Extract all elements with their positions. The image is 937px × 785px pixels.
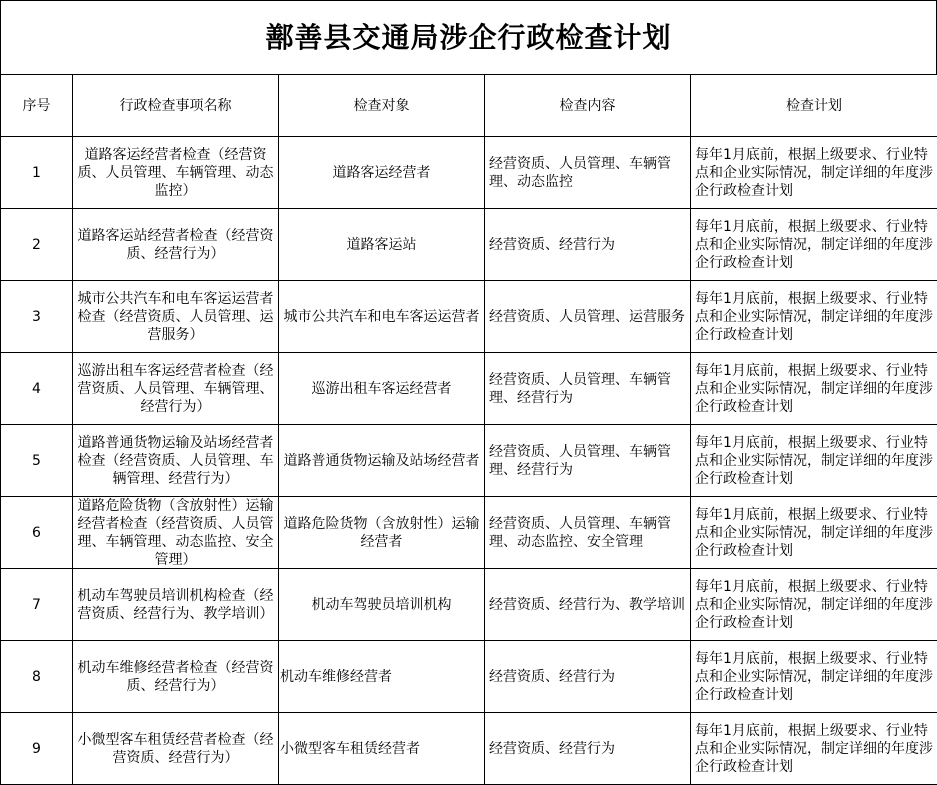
cell-item[interactable] xyxy=(73,641,279,713)
cell-target[interactable]: 城市公共汽车和电车客运运营者 xyxy=(279,281,485,353)
cell-plan[interactable]: 每年1月底前，根据上级要求、行业特点和企业实际情况，制定详细的年度涉企行政检查计划 xyxy=(691,209,937,281)
table-row xyxy=(1,497,937,569)
cell-no[interactable]: 8 xyxy=(1,641,73,713)
cell-plan[interactable]: 每年1月底前，根据上级要求、行业特点和企业实际情况，制定详细的年度涉企行政检查计划 xyxy=(691,713,937,785)
page-title: 鄯善县交通局涉企行政检查计划 xyxy=(0,0,937,74)
cell-target[interactable]: 小微型客车租赁经营者 xyxy=(279,713,485,785)
cell-no[interactable]: 7 xyxy=(1,569,73,641)
cell-content[interactable]: 经营资质、经营行为、教学培训 xyxy=(485,569,691,641)
table-row xyxy=(1,713,937,785)
cell-plan[interactable]: 每年1月底前，根据上级要求、行业特点和企业实际情况，制定详细的年度涉企行政检查计划 xyxy=(691,641,937,713)
cell-item[interactable] xyxy=(73,353,279,425)
table-row xyxy=(1,137,937,209)
cell-item-text: 机动车维修经营者检查（经营资质、经营行为） xyxy=(77,659,274,694)
cell-item[interactable] xyxy=(73,209,279,281)
cell-content[interactable]: 经营资质、人员管理、运营服务 xyxy=(485,281,691,353)
cell-item-text: 道路危险货物（含放射性）运输经营者检查（经营资质、人员管理、车辆管理、动态监控、安全管理） xyxy=(77,498,274,568)
cell-no[interactable]: 3 xyxy=(1,281,73,353)
cell-item-text: 机动车驾驶员培训机构检查（经营资质、经营行为、教学培训） xyxy=(77,587,274,622)
table-row xyxy=(1,641,937,713)
table-row xyxy=(1,569,937,641)
table-row xyxy=(1,281,937,353)
cell-no[interactable]: 5 xyxy=(1,425,73,497)
cell-plan[interactable]: 每年1月底前，根据上级要求、行业特点和企业实际情况，制定详细的年度涉企行政检查计划 xyxy=(691,425,937,497)
cell-item[interactable] xyxy=(73,281,279,353)
cell-content[interactable]: 经营资质、人员管理、车辆管理、动态监控 xyxy=(485,137,691,209)
cell-no[interactable]: 9 xyxy=(1,713,73,785)
cell-plan[interactable]: 每年1月底前，根据上级要求、行业特点和企业实际情况，制定详细的年度涉企行政检查计划 xyxy=(691,137,937,209)
cell-item-text: 道路客运站经营者检查（经营资质、经营行为） xyxy=(77,227,274,262)
cell-content[interactable]: 经营资质、人员管理、车辆管理、经营行为 xyxy=(485,353,691,425)
cell-target[interactable]: 巡游出租车客运经营者 xyxy=(279,353,485,425)
inspection-plan-table xyxy=(0,74,937,785)
cell-content[interactable]: 经营资质、人员管理、车辆管理、动态监控、安全管理 xyxy=(485,497,691,569)
cell-no[interactable]: 1 xyxy=(1,137,73,209)
cell-target[interactable]: 机动车驾驶员培训机构 xyxy=(279,569,485,641)
header-item[interactable]: 行政检查事项名称 xyxy=(73,75,279,137)
cell-content[interactable]: 经营资质、经营行为 xyxy=(485,209,691,281)
cell-target[interactable]: 道路客运经营者 xyxy=(279,137,485,209)
header-row xyxy=(1,75,937,137)
cell-content[interactable]: 经营资质、人员管理、车辆管理、经营行为 xyxy=(485,425,691,497)
header-target[interactable]: 检查对象 xyxy=(279,75,485,137)
cell-content[interactable]: 经营资质、经营行为 xyxy=(485,641,691,713)
cell-no[interactable]: 4 xyxy=(1,353,73,425)
cell-plan[interactable]: 每年1月底前，根据上级要求、行业特点和企业实际情况，制定详细的年度涉企行政检查计划 xyxy=(691,281,937,353)
cell-plan[interactable]: 每年1月底前，根据上级要求、行业特点和企业实际情况，制定详细的年度涉企行政检查计划 xyxy=(691,353,937,425)
cell-item[interactable] xyxy=(73,569,279,641)
cell-item-text: 城市公共汽车和电车客运运营者检查（经营资质、人员管理、运营服务） xyxy=(77,290,274,343)
cell-target[interactable]: 道路普通货物运输及站场经营者 xyxy=(279,425,485,497)
cell-item-text: 道路客运经营者检查（经营资质、人员管理、车辆管理、动态监控） xyxy=(77,146,274,199)
table-row xyxy=(1,209,937,281)
cell-item-text: 小微型客车租赁经营者检查（经营资质、经营行为） xyxy=(77,731,274,766)
cell-item[interactable] xyxy=(73,497,279,569)
cell-item-text: 巡游出租车客运经营者检查（经营资质、人员管理、车辆管理、经营行为） xyxy=(77,362,274,415)
cell-plan[interactable]: 每年1月底前，根据上级要求、行业特点和企业实际情况，制定详细的年度涉企行政检查计划 xyxy=(691,569,937,641)
header-content[interactable]: 检查内容 xyxy=(485,75,691,137)
cell-content[interactable]: 经营资质、经营行为 xyxy=(485,713,691,785)
table-row xyxy=(1,425,937,497)
cell-target[interactable]: 道路客运站 xyxy=(279,209,485,281)
cell-no[interactable]: 6 xyxy=(1,497,73,569)
cell-item[interactable] xyxy=(73,713,279,785)
cell-plan[interactable]: 每年1月底前，根据上级要求、行业特点和企业实际情况，制定详细的年度涉企行政检查计划 xyxy=(691,497,937,569)
cell-target[interactable]: 机动车维修经营者 xyxy=(279,641,485,713)
header-no[interactable]: 序号 xyxy=(1,75,73,137)
cell-target[interactable]: 道路危险货物（含放射性）运输经营者 xyxy=(279,497,485,569)
cell-item[interactable] xyxy=(73,425,279,497)
cell-item-text: 道路普通货物运输及站场经营者检查（经营资质、人员管理、车辆管理、经营行为） xyxy=(77,434,274,487)
header-plan[interactable]: 检查计划 xyxy=(691,75,937,137)
table-row xyxy=(1,353,937,425)
cell-no[interactable]: 2 xyxy=(1,209,73,281)
cell-item[interactable] xyxy=(73,137,279,209)
